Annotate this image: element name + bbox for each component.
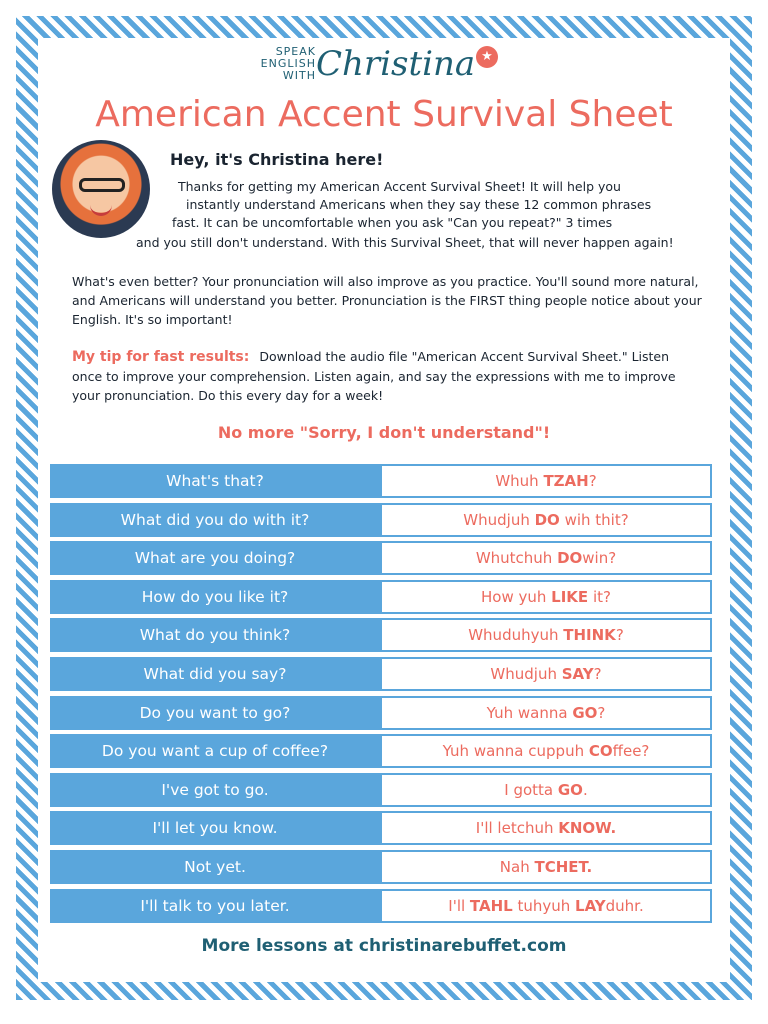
pronunciation-text <box>380 503 712 537</box>
stressed-syllable: TZAH <box>543 472 589 490</box>
phrase-row <box>50 464 712 498</box>
pronunciation-text <box>380 850 712 884</box>
phrase-text: Do you want a cup of coffee? <box>50 734 380 768</box>
phrase-text: What do you think? <box>50 618 380 652</box>
phrase-row <box>50 657 712 691</box>
phrase-row <box>50 734 712 768</box>
pronunciation-text <box>380 889 712 923</box>
pronunciation-part: How yuh <box>481 587 552 606</box>
pronunciation-text <box>380 734 712 768</box>
phrase-table <box>50 464 712 927</box>
greeting-heading: Hey, it's Christina here! <box>170 150 384 169</box>
phrase-text: I've got to go. <box>50 773 380 807</box>
phrase-text: I'll talk to you later. <box>50 889 380 923</box>
pronunciation-text <box>380 464 712 498</box>
stressed-syllable: LIKE <box>551 587 589 606</box>
pronunciation-part: Whuduhyuh <box>468 626 564 645</box>
avatar <box>52 140 150 238</box>
pronunciation-part: Whudjuh <box>463 510 535 529</box>
footer-link[interactable]: More lessons at christinarebuffet.com <box>201 936 567 956</box>
pronunciation-text <box>380 811 712 845</box>
stressed-syllable: TCHET. <box>534 857 593 876</box>
pronunciation-text <box>380 541 712 575</box>
phrase-text: What are you doing? <box>50 541 380 575</box>
pronunciation-part: I gotta <box>504 780 558 799</box>
phrase-text: What did you say? <box>50 657 380 691</box>
pronunciation-part: ? <box>615 626 624 645</box>
tip-label: My tip for fast results: <box>72 349 250 365</box>
pronunciation-part: . <box>582 780 588 799</box>
smile-shape <box>90 204 112 216</box>
phrase-text: Do you want to go? <box>50 696 380 730</box>
logo-script-text: Christina <box>316 44 476 84</box>
pronunciation-part: ? <box>593 664 602 683</box>
pronunciation-text <box>380 618 712 652</box>
pronunciation-part: Whudjuh <box>490 664 562 683</box>
phrase-text: What did you do with it? <box>50 503 380 537</box>
pronunciation-part: I'll letchuh <box>475 819 559 838</box>
stressed-syllable: TAHL <box>469 896 513 915</box>
glasses-shape <box>79 178 125 192</box>
brand-logo <box>258 44 508 90</box>
pronunciation-part: wih thit? <box>559 510 629 529</box>
pronunciation-part: Nah <box>499 857 535 876</box>
phrase-text: I'll let you know. <box>50 811 380 845</box>
pronunciation-text <box>380 696 712 730</box>
pronunciation-part: Yuh wanna <box>486 703 573 722</box>
no-more-heading: No more "Sorry, I don't understand"! <box>217 423 551 442</box>
pronunciation-part: duhr. <box>605 896 644 915</box>
stressed-syllable: GO <box>572 703 598 722</box>
phrase-text: Not yet. <box>50 850 380 884</box>
intro-line: fast. It can be uncomfortable when you ask "Can you repeat?" 3 times <box>172 215 613 230</box>
phrase-row <box>50 696 712 730</box>
pronunciation-part: Whuh <box>495 472 544 490</box>
pronunciation-text <box>380 580 712 614</box>
stressed-syllable: DO <box>534 510 560 529</box>
phrase-row <box>50 811 712 845</box>
phrase-row <box>50 773 712 807</box>
intro-line: and you still don't understand. With this Survival Sheet, that will never happen again! <box>136 235 674 250</box>
tip-text: Download the audio file "American Accent Survival Sheet." Listen once to improve your comprehension. Listen again, and say the expressions with me to improve your pronunciation. Do this every day for a week! <box>72 349 676 403</box>
pronunciation-part: ffee? <box>612 742 650 761</box>
pronunciation-part: I'll <box>448 896 470 915</box>
phrase-row <box>50 541 712 575</box>
stressed-syllable: KNOW. <box>558 819 617 838</box>
tip-paragraph <box>72 347 702 405</box>
pronunciation-part: it? <box>588 587 611 606</box>
stressed-syllable: GO <box>557 780 583 799</box>
stressed-syllable: CO <box>588 742 613 761</box>
page-title: American Accent Survival Sheet <box>95 94 673 135</box>
phrase-text: What's that? <box>50 464 380 498</box>
pronunciation-text <box>380 657 712 691</box>
stressed-syllable: DO <box>557 549 583 568</box>
stressed-syllable: SAY <box>561 664 594 683</box>
pronunciation-part: Whutchuh <box>475 549 558 568</box>
stressed-syllable: THINK <box>563 626 616 645</box>
logo-small-text: SPEAK ENGLISH WITH <box>260 45 316 82</box>
phrase-row <box>50 618 712 652</box>
phrase-row <box>50 503 712 537</box>
phrase-row <box>50 580 712 614</box>
pronunciation-part: ? <box>588 472 597 490</box>
pronunciation-part: ? <box>597 703 606 722</box>
phrase-text: How do you like it? <box>50 580 380 614</box>
paragraph-pronunciation: What's even better? Your pronunciation will also improve as you practice. You'll sound more natural, and Americans will understand you better. Pronunciation is the FIRST thing people notice about your English. It's so important! <box>72 274 702 327</box>
pronunciation-part: win? <box>582 549 617 568</box>
pronunciation-part: Yuh wanna cuppuh <box>442 742 589 761</box>
intro-line: Thanks for getting my American Accent Survival Sheet! It will help you <box>178 179 621 194</box>
pronunciation-part: tuhyuh <box>512 896 576 915</box>
phrase-row <box>50 850 712 884</box>
phrase-row <box>50 889 712 923</box>
star-icon: ★ <box>476 46 498 68</box>
pronunciation-text <box>380 773 712 807</box>
intro-line: instantly understand Americans when they say these 12 common phrases <box>186 197 652 212</box>
stressed-syllable: LAY <box>575 896 606 915</box>
